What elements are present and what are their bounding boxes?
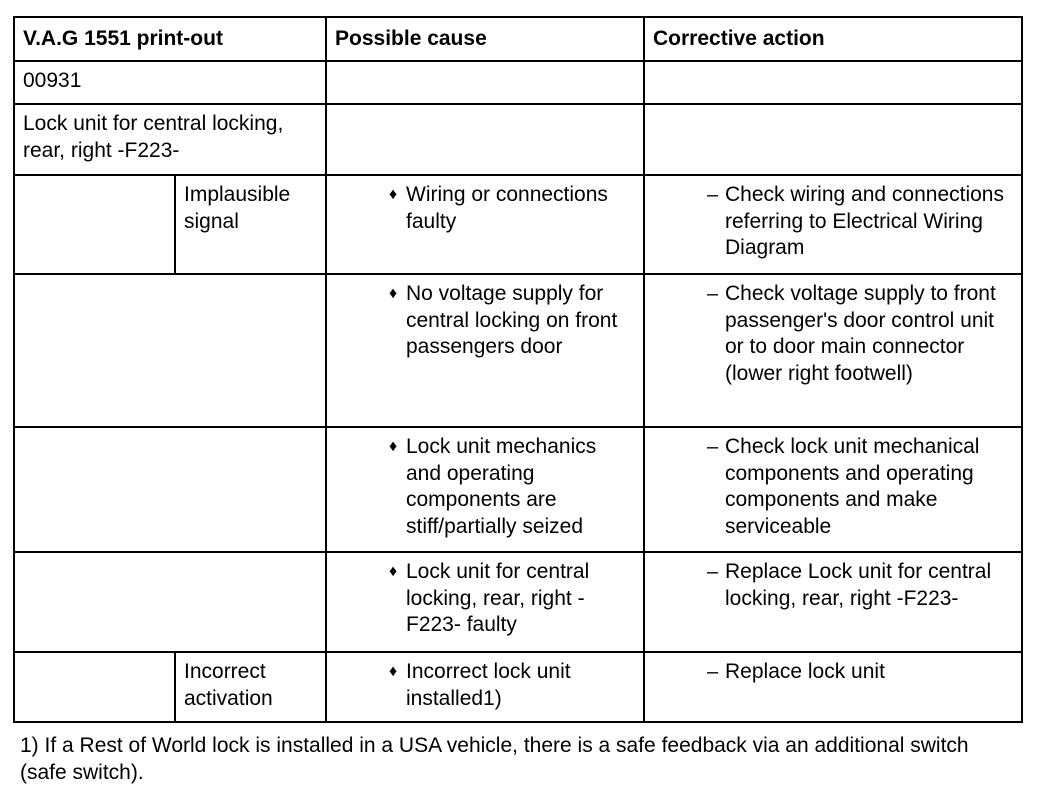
dash-icon: –: [707, 184, 719, 206]
empty-cell: [644, 61, 1022, 104]
fault-type: Incorrect activation: [175, 652, 326, 722]
bullet-icon: ♦: [389, 186, 398, 203]
bullet-icon: ♦: [389, 438, 398, 455]
header-action: Corrective action: [644, 17, 1022, 61]
fault-type: [14, 552, 326, 652]
fault-table: [13, 16, 1023, 723]
bullet-icon: ♦: [389, 563, 398, 580]
fault-type: [14, 274, 326, 427]
possible-cause: ♦ Lock unit mechanics and operating components are stiff/partially seized: [326, 427, 644, 552]
component-row: [14, 104, 1022, 175]
possible-cause: ♦ No voltage supply for central locking on front passengers door: [326, 274, 644, 427]
bullet-icon: ♦: [389, 663, 398, 680]
header-cause: Possible cause: [326, 17, 644, 61]
table-row: [14, 427, 1022, 552]
corrective-action: – Check lock unit mechanical components and operating components and make serviceable: [644, 427, 1022, 552]
bullet-icon: ♦: [389, 285, 398, 302]
corrective-action: – Check wiring and connections referring to Electrical Wiring Diagram: [644, 175, 1022, 274]
header-row: [14, 17, 1022, 61]
possible-cause: ♦ Wiring or connections faulty: [326, 175, 644, 274]
empty-cell: [14, 652, 175, 722]
code-row: [14, 61, 1022, 104]
empty-cell: [14, 175, 175, 274]
dash-icon: –: [707, 561, 719, 583]
table-row: [14, 175, 1022, 274]
diagnosis-document: [13, 16, 1021, 723]
dash-icon: –: [707, 661, 719, 683]
fault-code: 00931: [14, 61, 326, 104]
empty-cell: [644, 104, 1022, 175]
corrective-action: – Replace lock unit: [644, 652, 1022, 722]
corrective-action: – Replace Lock unit for central locking, rear, right -F223-: [644, 552, 1022, 652]
dash-icon: –: [707, 283, 719, 305]
component-name: Lock unit for central locking, rear, right -F223-: [14, 104, 326, 175]
possible-cause: ♦ Lock unit for central locking, rear, right -F223- faulty: [326, 552, 644, 652]
header-printout: V.A.G 1551 print-out: [14, 17, 326, 61]
corrective-action: – Check voltage supply to front passenger's door control unit or to door main connector (lower right footwell): [644, 274, 1022, 427]
possible-cause: ♦ Incorrect lock unit installed1): [326, 652, 644, 722]
table-row: [14, 274, 1022, 427]
fault-type: Implausible signal: [175, 175, 326, 274]
table-row: [14, 652, 1022, 722]
table-row: [14, 552, 1022, 652]
dash-icon: –: [707, 436, 719, 458]
empty-cell: [326, 61, 644, 104]
fault-type: [14, 427, 326, 552]
empty-cell: [326, 104, 644, 175]
footnote: 1) If a Rest of World lock is installed in a USA vehicle, there is a safe feedback via an additional switch (safe switch).: [20, 734, 969, 784]
